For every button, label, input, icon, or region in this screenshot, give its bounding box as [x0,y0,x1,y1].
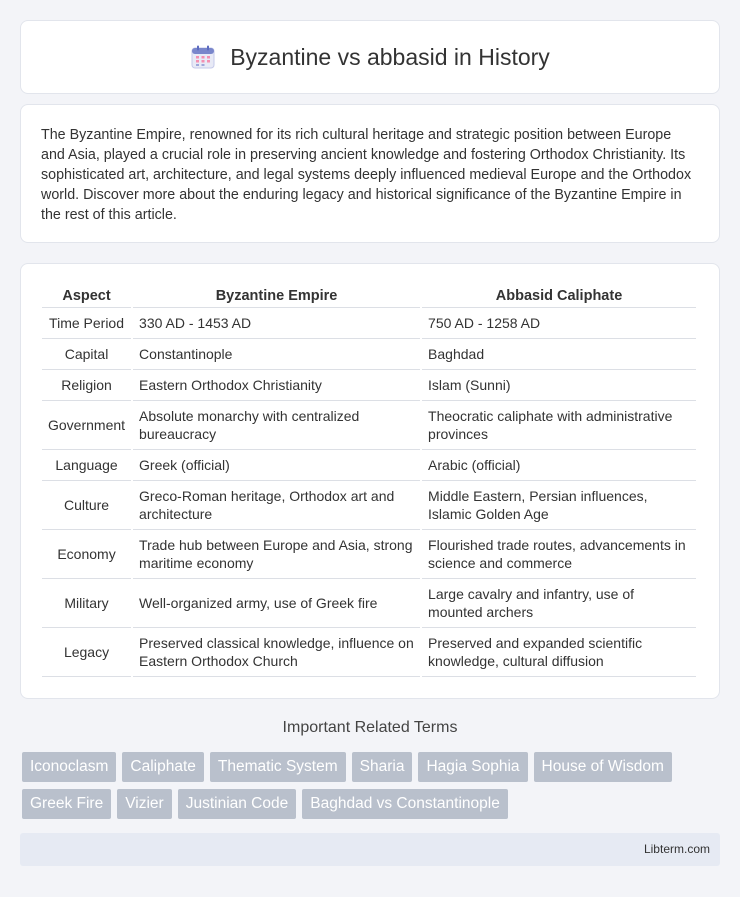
calendar-icon [190,44,216,70]
row-abbasid: Islam (Sunni) [422,370,696,401]
related-terms-title: Important Related Terms [282,719,458,736]
row-byzantine: 330 AD - 1453 AD [133,308,420,339]
tag-baghdad-vs-constantinople[interactable]: Baghdad vs Constantinople [302,789,508,819]
table-row [42,450,696,481]
row-abbasid: 750 AD - 1258 AD [422,308,696,339]
column-header-abbasid: Abbasid Caliphate [422,284,696,308]
row-aspect: Religion [42,370,131,401]
comparison-table-card [20,263,720,699]
row-abbasid: Arabic (official) [422,450,696,481]
tag-house-of-wisdom[interactable]: House of Wisdom [534,752,672,782]
row-abbasid: Preserved and expanded scientific knowledge, cultural diffusion [422,628,696,677]
tag-hagia-sophia[interactable]: Hagia Sophia [418,752,527,782]
intro-card [20,104,720,243]
row-aspect: Language [42,450,131,481]
row-aspect: Capital [42,339,131,370]
tag-vizier[interactable]: Vizier [117,789,171,819]
tag-greek-fire[interactable]: Greek Fire [22,789,111,819]
row-byzantine: Trade hub between Europe and Asia, strong maritime economy [133,530,420,579]
row-byzantine: Well-organized army, use of Greek fire [133,579,420,628]
table-row [42,370,696,401]
column-header-aspect: Aspect [42,284,131,308]
related-terms-list [22,752,722,819]
row-abbasid: Theocratic caliphate with administrative provinces [422,401,696,450]
table-row [42,481,696,530]
row-byzantine: Greco-Roman heritage, Orthodox art and architecture [133,481,420,530]
row-byzantine: Preserved classical knowledge, influence on Eastern Orthodox Church [133,628,420,677]
page-title: Byzantine vs abbasid in History [230,43,550,70]
row-abbasid: Flourished trade routes, advancements in science and commerce [422,530,696,579]
row-abbasid: Baghdad [422,339,696,370]
footer-site-link[interactable]: Libterm.com [643,842,710,856]
table-row [42,308,696,339]
column-header-byzantine: Byzantine Empire [133,284,420,308]
table-row [42,530,696,579]
table-row [42,401,696,450]
tag-caliphate[interactable]: Caliphate [122,752,204,782]
row-aspect: Time Period [42,308,131,339]
footer [20,833,720,866]
row-aspect: Military [42,579,131,628]
table-row [42,579,696,628]
row-aspect: Economy [42,530,131,579]
title-card [20,20,720,94]
row-aspect: Government [42,401,131,450]
row-abbasid: Large cavalry and infantry, use of mounted archers [422,579,696,628]
intro-text: The Byzantine Empire, renowned for its rich cultural heritage and strategic position between Europe and Asia, played a crucial role in preserving ancient knowledge and fostering Orthodox Christianity. Its sophisticated art, architecture, and legal systems deeply influenced medieval Europe and the Orthodox world. Discover more about the enduring legacy and historical significance of the Byzantine Empire in the rest of this article. [41,127,692,223]
row-byzantine: Greek (official) [133,450,420,481]
row-aspect: Culture [42,481,131,530]
comparison-table [40,284,698,677]
row-byzantine: Eastern Orthodox Christianity [133,370,420,401]
row-byzantine: Constantinople [133,339,420,370]
tag-thematic-system[interactable]: Thematic System [210,752,346,782]
table-row [42,339,696,370]
row-abbasid: Middle Eastern, Persian influences, Islamic Golden Age [422,481,696,530]
table-row [42,628,696,677]
row-aspect: Legacy [42,628,131,677]
tag-sharia[interactable]: Sharia [352,752,413,782]
table-header-row [42,284,696,308]
row-byzantine: Absolute monarchy with centralized bureaucracy [133,401,420,450]
tag-iconoclasm[interactable]: Iconoclasm [22,752,116,782]
tag-justinian-code[interactable]: Justinian Code [178,789,297,819]
